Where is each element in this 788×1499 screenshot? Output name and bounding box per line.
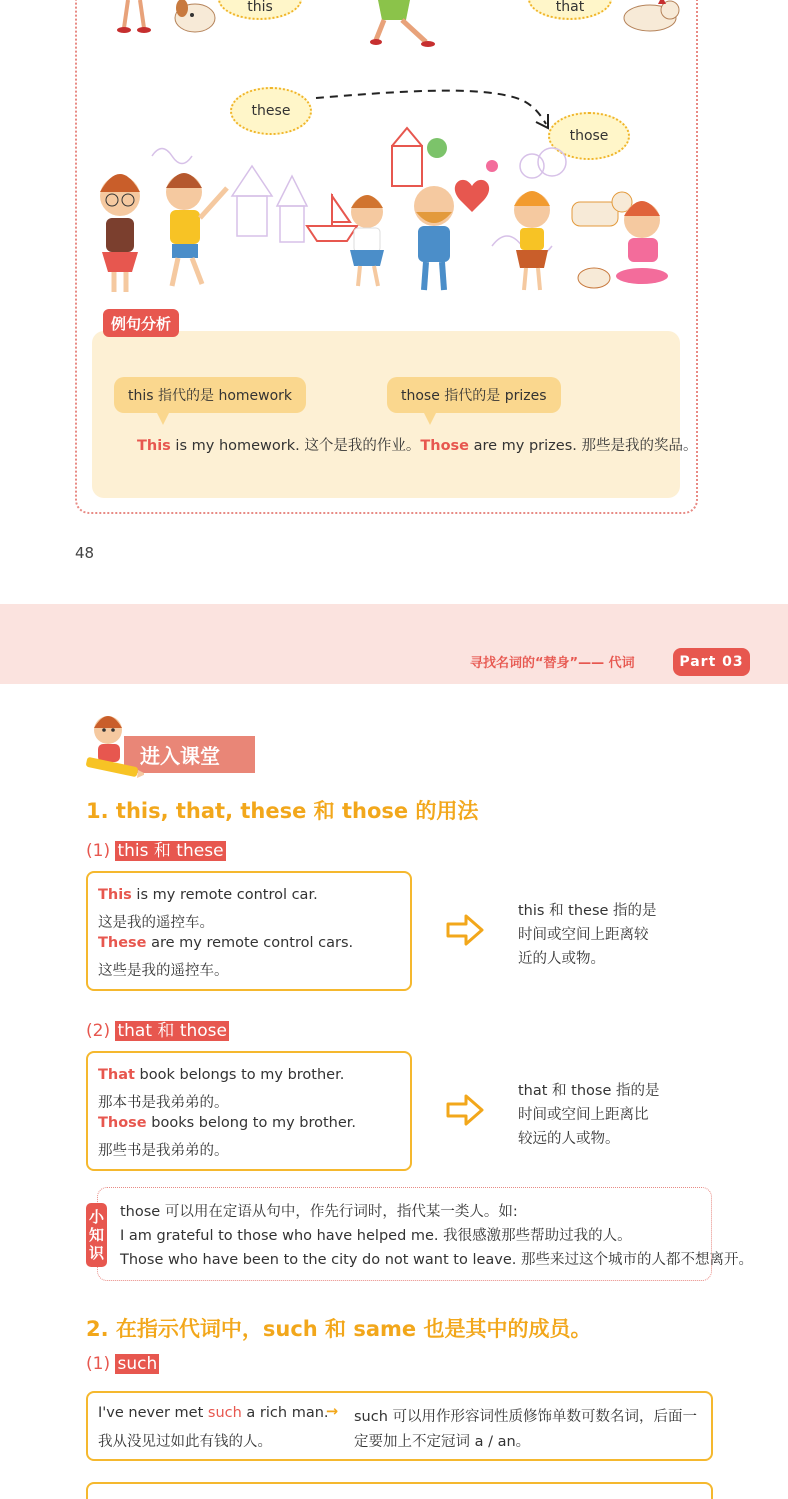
explanation-line: this 和 these 指的是 [518,903,657,919]
box-line-1 [98,1067,344,1083]
right-arrow-icon [446,914,484,946]
paint-palette-icon [578,268,610,288]
running-kid-illustration [370,0,435,47]
keyword-those: Those [98,1115,147,1131]
next-example-box [86,1482,713,1499]
puppy-illustration [175,0,215,32]
boy-with-overalls [414,186,454,290]
box-text: is my remote control car. [131,887,318,903]
note-chip-tail [423,411,437,425]
such-note-1: such 可以用作形容词性质修饰单数可数名词，后面一 [354,1409,698,1425]
such-translation: 我从没见过如此有钱的人。 [98,1434,272,1450]
part-badge: Part 03 [673,648,750,676]
explanation-line: 近的人或物。 [518,951,605,967]
right-arrow-icon [446,1094,484,1126]
bubble-those-label: those [569,128,609,144]
example-box-this-these [86,871,412,991]
box-line-4: 那些书是我弟弟的。 [98,1143,229,1159]
section-banner: 进入课堂 [124,736,255,773]
tip-tag: 小知识 [86,1203,107,1267]
note-chip-this-label: this 指代的是 homework [128,388,293,404]
example-box-such [86,1391,713,1461]
keyword-these: These [98,935,147,951]
top-page [0,0,788,604]
note-chip-tail [156,411,170,425]
sub-label: this 和 these [117,841,224,861]
boy-on-pencil-icon [84,712,144,778]
castle-doodle [392,128,447,186]
such-pre: I've never met [98,1405,208,1421]
sub-number: (1) [86,841,116,861]
example-panel [92,331,680,498]
tip-line-3: Those who have been to the city do not want to leave. 那些来过这个城市的人都不想离开。 [120,1252,753,1268]
keyword-such: such [207,1405,242,1421]
cat-doodle [572,192,632,226]
such-note-2: 定要加上不定冠词 a / an。 [354,1434,531,1450]
girl-pigtails [350,195,384,286]
note-chip-this [114,377,306,413]
example-word-this: This [137,438,171,454]
sub-number: (2) [86,1021,116,1041]
explanation-line: 时间或空间上距离较 [518,927,649,943]
section-1-sub-1 [86,836,226,861]
sub-label: that 和 those [117,1021,227,1041]
tip-line-1: those 可以用在定语从句中，作先行词时，指代某一类人。如: [120,1204,518,1220]
example-text-1: is my homework. 这个是我的作业。 [170,438,421,454]
explanation-line: 时间或空间上距离比 [518,1107,649,1123]
girl-sitting [616,201,668,284]
explanation-line: that 和 those 指的是 [518,1083,660,1099]
sub-label: such [117,1354,158,1374]
arrow-icon: → [326,1404,339,1420]
example-tag: 例句分析 [103,309,179,337]
explanation-this-these [518,899,657,971]
sub-number: (1) [86,1354,116,1374]
box-line-4: 这些是我的遥控车。 [98,963,229,979]
bubble-these-label: these [251,103,291,119]
example-text-2: are my prizes. 那些是我的奖品。 [469,438,698,454]
header-band [0,604,788,684]
explanation-that-those [518,1079,660,1151]
box-line-3 [98,935,353,951]
tip-line-2: I am grateful to those who have helped me. 我很感激那些帮助过我的人。 [120,1228,632,1244]
girl-legs-illustration [117,0,151,33]
box-line-2: 这是我的遥控车。 [98,915,214,931]
bubble-that-label: that [555,0,585,15]
chapter-title: 寻找名词的“替身”—— 代词 [470,656,635,671]
section-1-heading: 1. this, that, these 和 those 的用法 [86,799,479,823]
such-post: a rich man. [241,1405,329,1421]
example-box-that-those [86,1051,412,1171]
box-line-2: 那本书是我弟弟的。 [98,1095,229,1111]
box-text: book belongs to my brother. [134,1067,345,1083]
heart-doodle [455,180,489,212]
section-2-sub-1 [86,1354,159,1374]
note-chip-those [387,377,561,413]
box-line-1 [98,887,318,903]
keyword-that: That [98,1067,135,1083]
boy-yellow-shirt [166,173,227,286]
box-text: books belong to my brother. [146,1115,357,1131]
bubble-this-label: this [247,0,273,15]
such-example [98,1405,329,1421]
boat-doodle [307,194,357,241]
girl-headband [514,191,550,290]
dog-illustration [624,0,679,31]
example-word-those: Those [420,438,469,454]
example-sentence [137,434,697,455]
girl-with-glasses [100,174,140,292]
keyword-this: This [98,887,132,903]
explanation-line: 较远的人或物。 [518,1131,620,1147]
box-line-3 [98,1115,356,1131]
section-2-heading: 2. 在指示代词中，such 和 same 也是其中的成员。 [86,1317,592,1341]
section-1-sub-2 [86,1016,229,1041]
note-chip-those-label: those 指代的是 prizes [401,388,547,404]
page-number: 48 [75,544,95,562]
box-text: are my remote control cars. [146,935,354,951]
kids-drawing-illustration [92,126,682,302]
